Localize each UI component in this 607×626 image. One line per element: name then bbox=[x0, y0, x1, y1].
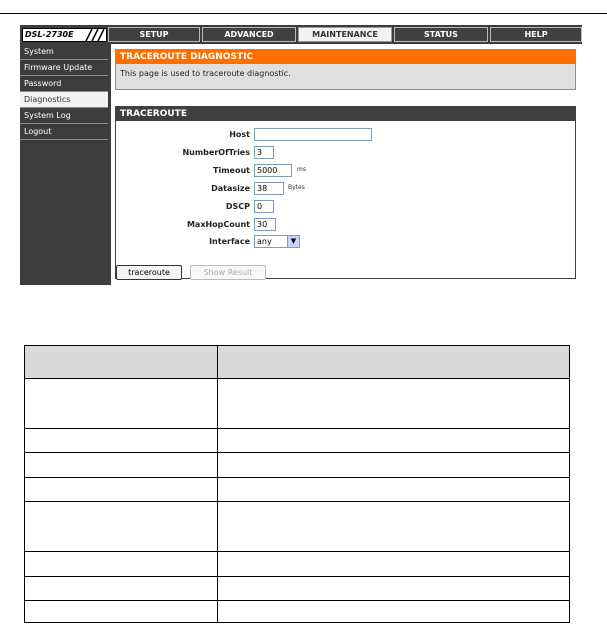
traceroute-panel bbox=[115, 106, 576, 279]
top-rule bbox=[0, 13, 607, 14]
sidebar-item-password[interactable]: Password bbox=[20, 76, 108, 92]
main-content bbox=[111, 44, 582, 285]
timeout-row bbox=[116, 164, 575, 178]
tab-advanced[interactable]: ADVANCED bbox=[202, 27, 296, 42]
info-panel-description: This page is used to traceroute diagnostic. bbox=[120, 69, 291, 78]
info-panel-title: TRACEROUTE DIAGNOSTIC bbox=[116, 50, 575, 64]
sidebar-item-firmware-update[interactable]: Firmware Update bbox=[20, 60, 108, 76]
sidebar-item-system[interactable]: System bbox=[20, 44, 108, 60]
host-row bbox=[116, 128, 575, 142]
host-label: Host bbox=[229, 130, 250, 139]
datasize-row bbox=[116, 182, 575, 196]
traceroute-button[interactable]: traceroute bbox=[116, 265, 182, 280]
sidebar-item-system-log[interactable]: System Log bbox=[20, 108, 108, 124]
table-row bbox=[25, 551, 569, 577]
table-row bbox=[25, 452, 569, 478]
traceroute-panel-title: TRACEROUTE bbox=[116, 107, 575, 121]
table-row bbox=[25, 428, 569, 453]
interface-label: Interface bbox=[209, 237, 250, 246]
sidebar-item-logout[interactable]: Logout bbox=[20, 124, 108, 140]
timeout-input[interactable]: 5000 bbox=[254, 164, 292, 177]
tab-maintenance[interactable]: MAINTENANCE bbox=[298, 27, 392, 42]
interface-row bbox=[116, 235, 575, 249]
tab-setup[interactable]: SETUP bbox=[108, 27, 200, 42]
logo-slashes-icon bbox=[78, 29, 106, 41]
sidebar bbox=[20, 44, 108, 140]
host-input[interactable] bbox=[254, 128, 372, 141]
timeout-unit: ms bbox=[297, 166, 306, 173]
top-tabs bbox=[108, 27, 582, 42]
tab-help[interactable]: HELP bbox=[490, 27, 582, 42]
dscp-input[interactable]: 0 bbox=[254, 200, 274, 213]
tries-input[interactable]: 3 bbox=[254, 146, 274, 159]
dscp-row bbox=[116, 200, 575, 214]
maxhop-row bbox=[116, 218, 575, 232]
router-ui-screenshot bbox=[20, 25, 582, 285]
maxhop-label: MaxHopCount bbox=[186, 220, 250, 229]
dscp-label: DSCP bbox=[225, 202, 250, 211]
tries-row bbox=[116, 146, 575, 160]
parameter-table bbox=[24, 345, 570, 623]
tries-label: NumberOfTries bbox=[182, 148, 250, 157]
sidebar-item-diagnostics[interactable]: Diagnostics bbox=[20, 92, 108, 108]
datasize-input[interactable]: 38 bbox=[254, 182, 284, 195]
table-row bbox=[25, 501, 569, 552]
datasize-label: Datasize bbox=[211, 184, 250, 193]
table-header-row bbox=[25, 346, 569, 379]
interface-select[interactable] bbox=[254, 235, 300, 248]
show-result-button[interactable]: Show Result bbox=[190, 265, 266, 280]
table-row bbox=[25, 477, 569, 502]
maxhop-input[interactable]: 30 bbox=[254, 218, 276, 231]
tab-status[interactable]: STATUS bbox=[394, 27, 488, 42]
interface-selected-value: any bbox=[257, 237, 272, 246]
chevron-down-icon[interactable]: ▼ bbox=[287, 236, 299, 247]
model-label: DSL-2730E bbox=[25, 30, 74, 39]
info-panel bbox=[115, 49, 576, 90]
timeout-label: Timeout bbox=[213, 166, 250, 175]
datasize-unit: Bytes bbox=[288, 184, 305, 191]
table-row bbox=[25, 576, 569, 601]
table-row bbox=[25, 378, 569, 429]
logo bbox=[22, 28, 107, 42]
